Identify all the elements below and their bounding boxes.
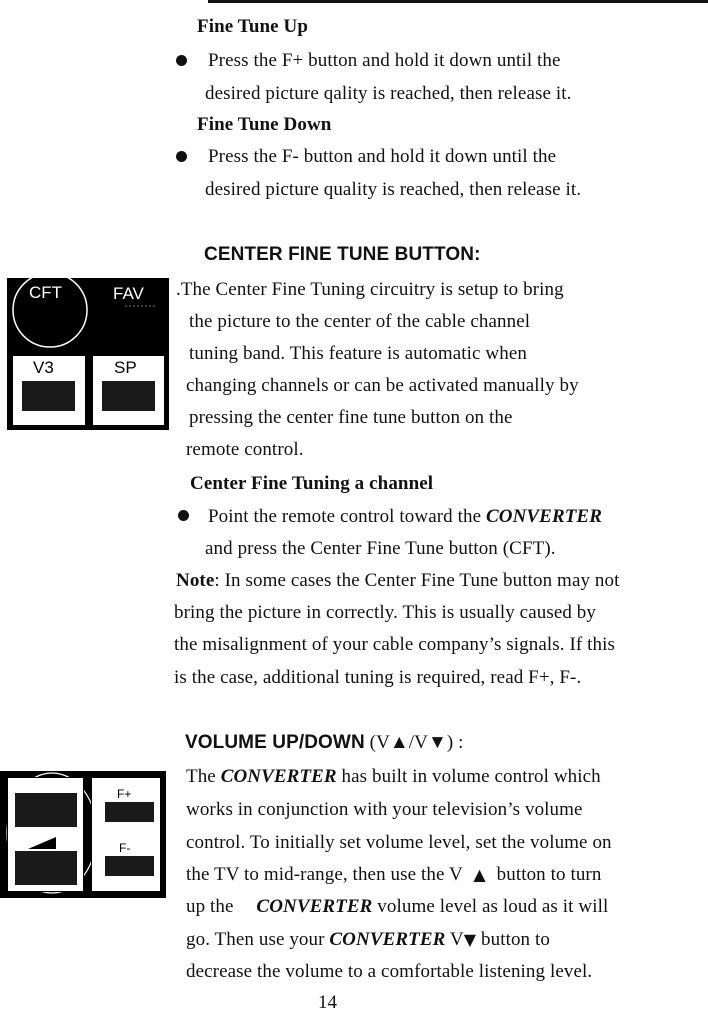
fine-tune-up-text: Press the F+ button and hold it down until the	[208, 50, 561, 71]
volume-down-key	[15, 851, 77, 885]
page-number: 14	[318, 992, 337, 1013]
bullet	[178, 510, 189, 521]
converter-brand: CONVERTER	[485, 506, 602, 527]
volume-heading-suffix: (V▲/V▼) :	[364, 732, 464, 753]
volume-text-part: up the	[186, 896, 239, 917]
volume-text: decrease the volume to a comfortable listening level.	[186, 961, 593, 982]
volume-text-part: go. Then use your	[186, 929, 330, 950]
note-text: bring the picture in correctly. This is usually caused by	[174, 602, 597, 623]
fine-tune-down-heading: Fine Tune Down	[197, 114, 332, 135]
note-label: Note	[176, 570, 215, 591]
center-fine-tune-text: tuning band. This feature is automatic when	[189, 343, 527, 364]
fine-tune-button-pair[interactable]	[91, 777, 161, 892]
volume-ramp-icon	[8, 833, 83, 853]
center-fine-tuning-subheading: Center Fine Tuning a channel	[190, 473, 434, 494]
f-plus-key	[105, 802, 154, 822]
f-minus-label: F-	[119, 841, 131, 855]
center-fine-tune-bullet	[208, 507, 602, 526]
f-plus-label: F+	[117, 787, 132, 801]
top-rule	[208, 0, 708, 3]
remote-illustration-top	[7, 278, 169, 430]
v3-label: V3	[33, 358, 54, 377]
sp-button-key	[102, 381, 155, 411]
fine-tune-up-text: desired picture qality is reached, then release it.	[205, 83, 572, 104]
sp-label: SP	[114, 358, 137, 377]
bullet	[176, 151, 187, 162]
volume-heading-label: VOLUME UP/DOWN	[185, 732, 365, 753]
v3-button-key	[22, 381, 75, 411]
volume-text-part: has built in volume control which	[336, 766, 601, 787]
volume-up-arrow-icon: ▲	[473, 865, 486, 884]
volume-text: works in conjunction with your television’s volume	[186, 799, 583, 820]
volume-text: control. To initially set volume level, set the volume on	[186, 832, 612, 853]
f-minus-key	[105, 856, 154, 876]
volume-text	[186, 767, 601, 786]
volume-heading	[185, 733, 464, 752]
v3-button[interactable]	[12, 355, 86, 426]
volume-text-part: button to turn	[491, 864, 602, 885]
center-fine-tune-text: changing channels or can be activated manually by	[186, 375, 579, 396]
note-text: is the case, additional tuning is required, read F+, F-.	[174, 667, 582, 688]
volume-text-part: volume level as loud as it will	[372, 896, 609, 917]
note-text: the misalignment of your cable company’s signals. If this	[174, 634, 616, 655]
bullet-text: Point the remote control toward the	[208, 506, 486, 527]
volume-text-part: The	[186, 766, 221, 787]
center-fine-tune-text: the picture to the center of the cable channel	[189, 311, 531, 332]
note-text: : In some cases the Center Fine Tune button may not	[214, 570, 620, 591]
bullet	[176, 55, 187, 66]
volume-button-pair[interactable]	[7, 777, 84, 892]
converter-brand: CONVERTER	[220, 766, 337, 787]
volume-up-key	[15, 793, 77, 827]
center-fine-tune-text: .The Center Fine Tuning circuitry is setup to bring	[176, 279, 564, 300]
fine-tune-down-text: desired picture quality is reached, then release it.	[205, 179, 582, 200]
converter-brand: CONVERTER	[256, 896, 373, 917]
volume-text-part: the TV to mid-range, then use the V	[186, 864, 468, 885]
volume-text	[186, 930, 550, 949]
center-fine-tune-bullet-cont: and press the Center Fine Tune button (CFT).	[205, 538, 556, 559]
sp-button[interactable]	[92, 355, 165, 426]
volume-down-arrow-icon: ▼	[463, 930, 477, 949]
volume-text	[186, 865, 601, 884]
fine-tune-down-text: Press the F- button and hold it down until the	[208, 146, 557, 167]
note-paragraph	[176, 571, 620, 590]
fine-tune-up-heading: Fine Tune Up	[197, 16, 309, 37]
converter-brand: CONVERTER	[329, 929, 446, 950]
volume-text	[186, 897, 608, 916]
fav-label: FAV	[113, 284, 144, 303]
center-fine-tune-text: pressing the center fine tune button on the	[189, 407, 513, 428]
remote-illustration-bottom	[0, 771, 166, 898]
volume-text-part: V	[445, 929, 464, 950]
volume-text-part: button to	[476, 929, 550, 950]
center-fine-tune-text: remote control.	[186, 439, 304, 460]
cft-label: CFT	[29, 283, 63, 302]
center-fine-tune-heading: CENTER FINE TUNE BUTTON:	[204, 244, 481, 265]
